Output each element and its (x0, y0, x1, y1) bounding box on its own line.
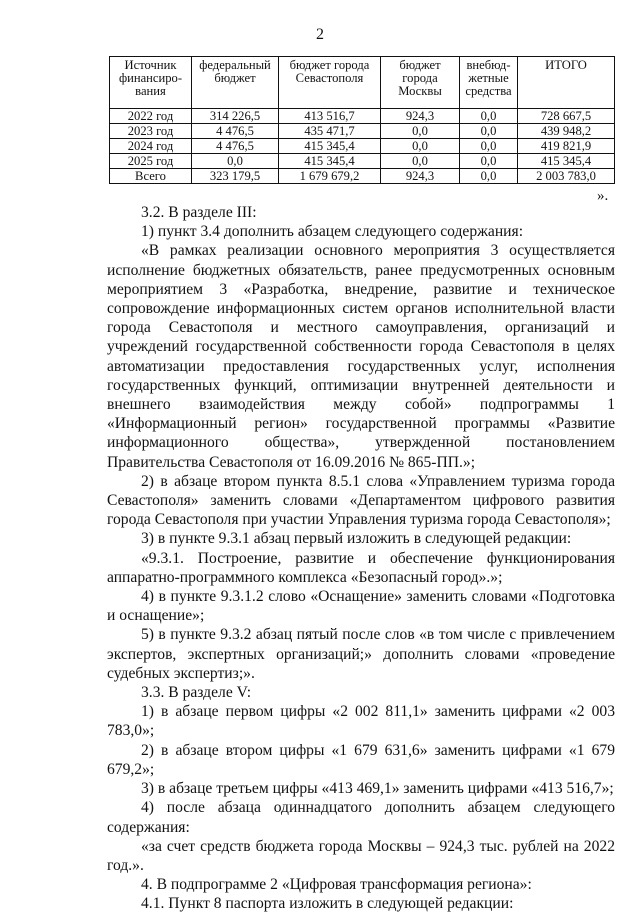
paragraph: 1) в абзаце первом цифры «2 002 811,1» заменить цифрами «2 003 783,0»; (107, 703, 615, 740)
section-heading: 3.3. В разделе V: (141, 684, 252, 702)
table-cell: 4 476,5 (192, 124, 279, 139)
table-cell: 0,0 (460, 139, 518, 154)
table-cell: 924,3 (381, 169, 460, 184)
table-total-row (110, 169, 615, 184)
table-cell: 924,3 (381, 109, 460, 124)
header-moscow: бюджет города Москвы (381, 57, 460, 109)
table-cell: 413 516,7 (279, 109, 381, 124)
paragraph: «В рамках реализации основного мероприятия 3 осуществляется исполнение бюджетных обязательств, ранее предусмотренных основным мероприятием 3 «Разработка, внедрение, развитие и техническое сопровождение информационных систем органов исполнительной власти города Севастополя и местного самоуправления, организаций и учреждений государственной собственности города Севастополя в целях автоматизации предоставления государственных услуг, исполнения государственных функций, оптимизации внутренней деятельности и внешнего взаимодействия между собой» подпрограммы 1 «Информационный регион» государственной программы «Развитие информационного общества», утвержденной постановлением Правительства Севастополя от 16.09.2016 № 865-ПП.»; (107, 242, 615, 471)
header-source: Источник финансиро-вания (110, 57, 192, 109)
paragraph: 4) после абзаца одиннадцатого дополнить абзацем следующего содержания: (107, 799, 615, 836)
table-row (110, 124, 615, 139)
table-cell: 1 679 679,2 (279, 169, 381, 184)
table-cell: 0,0 (192, 154, 279, 169)
paragraph: «9.3.1. Построение, развитие и обеспечение функционирования аппаратно-программного комплекса «Безопасный город».»; (107, 549, 615, 586)
table-cell: 0,0 (460, 154, 518, 169)
paragraph: 3) в пункте 9.3.1 абзац первый изложить в следующей редакции: (141, 530, 572, 548)
table-cell: 2025 год (110, 154, 192, 169)
paragraph: 1) пункт 3.4 дополнить абзацем следующего содержания: (141, 223, 524, 241)
table-cell: 2 003 783,0 (518, 169, 615, 184)
table-cell: 435 471,7 (279, 124, 381, 139)
financing-table (109, 56, 615, 184)
table-cell: 0,0 (381, 139, 460, 154)
table-cell: 419 821,9 (518, 139, 615, 154)
table-cell: 415 345,4 (518, 154, 615, 169)
paragraph: 5) в пункте 9.3.2 абзац пятый после слов «в том числе с привлечением экспертов, экспертных организаций;» дополнить словами «проведение судебных экспертиз;». (107, 626, 615, 682)
paragraph: 4.1. Пункт 8 паспорта изложить в следующей редакции: (141, 895, 514, 913)
table-cell: 0,0 (460, 124, 518, 139)
document-body (107, 203, 615, 914)
paragraph: 4) в пункте 9.3.1.2 слово «Оснащение» заменить словами «Подготовка и оснащение»; (107, 588, 615, 625)
page-number: 2 (316, 26, 324, 43)
header-extrabudget: внебюд-жетные средства (460, 57, 518, 109)
paragraph: 3) в абзаце третьем цифры «413 469,1» заменить цифрами «413 516,7»; (141, 780, 614, 798)
table-row (110, 139, 615, 154)
header-sevastopol: бюджет города Севастополя (279, 57, 381, 109)
table-cell: 323 179,5 (192, 169, 279, 184)
section-heading: 3.2. В разделе III: (141, 204, 257, 221)
table-cell: 415 345,4 (279, 154, 381, 169)
table-cell: Всего (110, 169, 192, 184)
table-cell: 4 476,5 (192, 139, 279, 154)
table-cell: 0,0 (460, 109, 518, 124)
paragraph: «за счет средств бюджета города Москвы – 924,3 тыс. рублей на 2022 год.». (107, 837, 615, 874)
table-cell: 0,0 (381, 124, 460, 139)
table-cell: 439 948,2 (518, 124, 615, 139)
paragraph: 2) в абзаце втором пункта 8.5.1 слова «Управлением туризма города Севастополя» заменить словами «Департаментом цифрового развития города Севастополя при участии Управления туризма города Севастополя»; (107, 472, 615, 529)
table-cell: 0,0 (460, 169, 518, 184)
table-cell: 2023 год (110, 124, 192, 139)
table-cell: 314 226,5 (192, 109, 279, 124)
table-closing-quote: ». (597, 188, 609, 204)
table-row (110, 109, 615, 124)
header-total: ИТОГО (518, 57, 615, 109)
table-cell: 2024 год (110, 139, 192, 154)
table-cell: 415 345,4 (279, 139, 381, 154)
table-header-row (110, 57, 615, 109)
table-row (110, 154, 615, 169)
header-federal: федеральный бюджет (192, 57, 279, 109)
section-heading: 4. В подпрограмме 2 «Цифровая трансформация региона»: (141, 876, 532, 894)
paragraph: 2) в абзаце втором цифры «1 679 631,6» заменить цифрами «1 679 679,2»; (107, 741, 615, 778)
table-cell: 0,0 (381, 154, 460, 169)
table-cell: 2022 год (110, 109, 192, 124)
table-cell: 728 667,5 (518, 109, 615, 124)
